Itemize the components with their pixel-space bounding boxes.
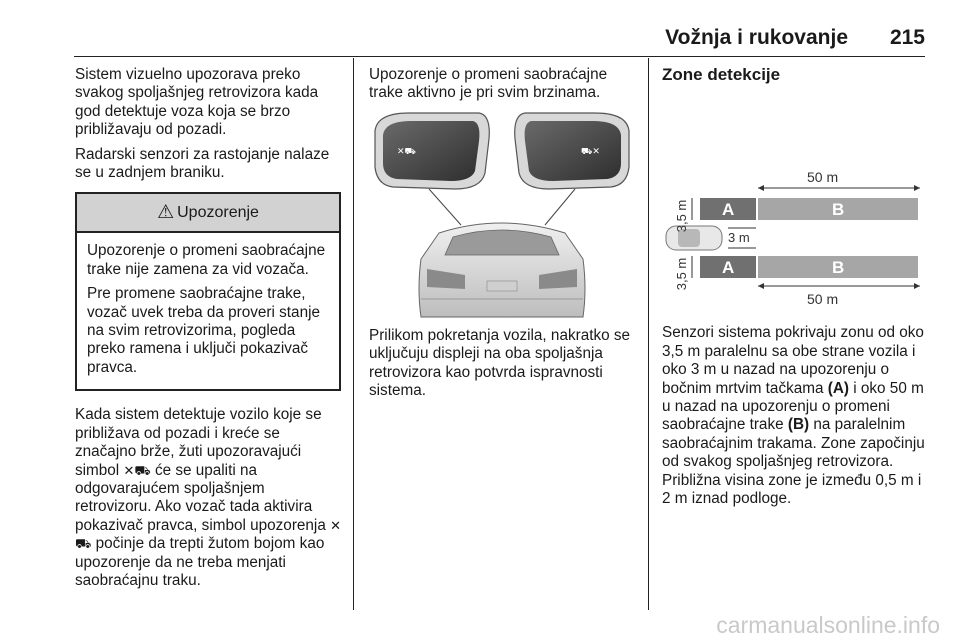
zones-text-1: Senzori sistema pokrivaju zonu od oko 3,5 m paralelnu sa obe strane vozila i oko 3 m u nazad na upozorenju o bočnim mrtvim tačkama bbox=[662, 324, 924, 397]
detection-text-1: Kada sistem detektuje vozilo koje se približava od pozadi i kreće se značajno brže, žuti upozoravajući simbol bbox=[75, 406, 322, 479]
distance-label-top: 50 m bbox=[807, 169, 839, 186]
intro-paragraph: Sistem vizuelno upozorava preko svakog spoljašnjeg retrovizora kada god detektuje voza koja se brzo približavaju od pozadi. bbox=[75, 66, 319, 139]
warning-body bbox=[77, 233, 339, 389]
car-rear-illustration bbox=[419, 223, 585, 317]
zone-a-ref: (A) bbox=[827, 379, 849, 397]
warning-title: Upozorenje bbox=[177, 203, 259, 221]
warning-header bbox=[77, 194, 339, 233]
radar-paragraph: Radarski senzori za rastojanje nalaze se u zadnjem braniku. bbox=[75, 145, 330, 182]
svg-text:✕⛟: ✕⛟ bbox=[397, 145, 416, 156]
side-label-top: 3,5 m bbox=[674, 200, 689, 233]
zones-text-3: na paralelnim saobraćajnim trakama. Zone započinju od svakog spoljašnjeg retrovizora. Približna visina zone je između 0,5 m i 2 m iznad podloge. bbox=[662, 416, 925, 508]
detection-zones-diagram bbox=[662, 90, 927, 310]
side-blind-spot-symbol-icon: ✕⛟ bbox=[123, 462, 151, 478]
column-divider-left bbox=[353, 58, 354, 610]
page-number: 215 bbox=[889, 26, 925, 49]
detection-text-3: počinje da trepti žutom bojom kao upozorenje da ne treba menjati saobraćajnu traku. bbox=[75, 535, 325, 589]
watermark: carmanualsonline.info bbox=[716, 612, 940, 638]
zones-text-2: i oko 50 m u nazad na upozorenju o promeni saobraćajne trake bbox=[662, 379, 924, 434]
zone-label-a-top: A bbox=[722, 200, 735, 220]
warning-paragraph-1: Upozorenje o promeni saobraćajne trake nije zamena za vid vozača. bbox=[87, 242, 326, 278]
detection-text-2: će se upaliti na odgovarajućem spoljašnjem retrovizoru. Ako vozač tada aktivira pokazivač pravca, simbol upozorenja bbox=[75, 461, 331, 534]
right-mirror bbox=[515, 113, 629, 189]
column-3 bbox=[662, 66, 927, 514]
zone-label-b-top: B bbox=[832, 200, 845, 220]
lane-change-paragraph: Upozorenje o promeni saobraćajne trake aktivno je pri svim brzinama. bbox=[369, 66, 608, 102]
header-title: Vožnja i rukovanje bbox=[665, 26, 848, 49]
svg-text:⛟✕: ⛟✕ bbox=[581, 145, 600, 156]
startup-paragraph: Prilikom pokretanja vozila, nakratko se uključuju displeji na oba spoljašnja retrovizora kao potvrda ispravnosti sistema. bbox=[369, 326, 631, 400]
section-title: Zone detekcije bbox=[662, 65, 781, 84]
left-mirror bbox=[375, 113, 489, 189]
mirror-illustration bbox=[369, 109, 634, 319]
page-header bbox=[0, 26, 960, 56]
warning-triangle-icon: ⚠ bbox=[157, 201, 175, 223]
zone-label-b-bottom: B bbox=[832, 258, 845, 278]
detection-paragraph bbox=[75, 406, 341, 590]
warning-paragraph-2: Pre promene saobraćajne trake, vozač uvek treba da proveri stanje na svim retrovizorima, pogleda preko ramena i uključi pokazivač pravca. bbox=[87, 285, 320, 376]
warning-box bbox=[75, 192, 341, 391]
zone-label-a-bottom: A bbox=[722, 258, 735, 278]
distance-label-bottom: 50 m bbox=[807, 291, 839, 308]
column-divider-right bbox=[648, 58, 649, 610]
side-blind-spot-symbol-icon-2: ✕⛟ bbox=[75, 517, 341, 552]
gap-label: 3 m bbox=[728, 230, 750, 246]
zone-b-ref: (B) bbox=[787, 416, 810, 434]
header-rule bbox=[74, 56, 925, 57]
zones-paragraph bbox=[662, 324, 927, 508]
column-1 bbox=[75, 66, 341, 596]
column-2 bbox=[369, 66, 634, 406]
side-label-bottom: 3,5 m bbox=[674, 258, 689, 291]
